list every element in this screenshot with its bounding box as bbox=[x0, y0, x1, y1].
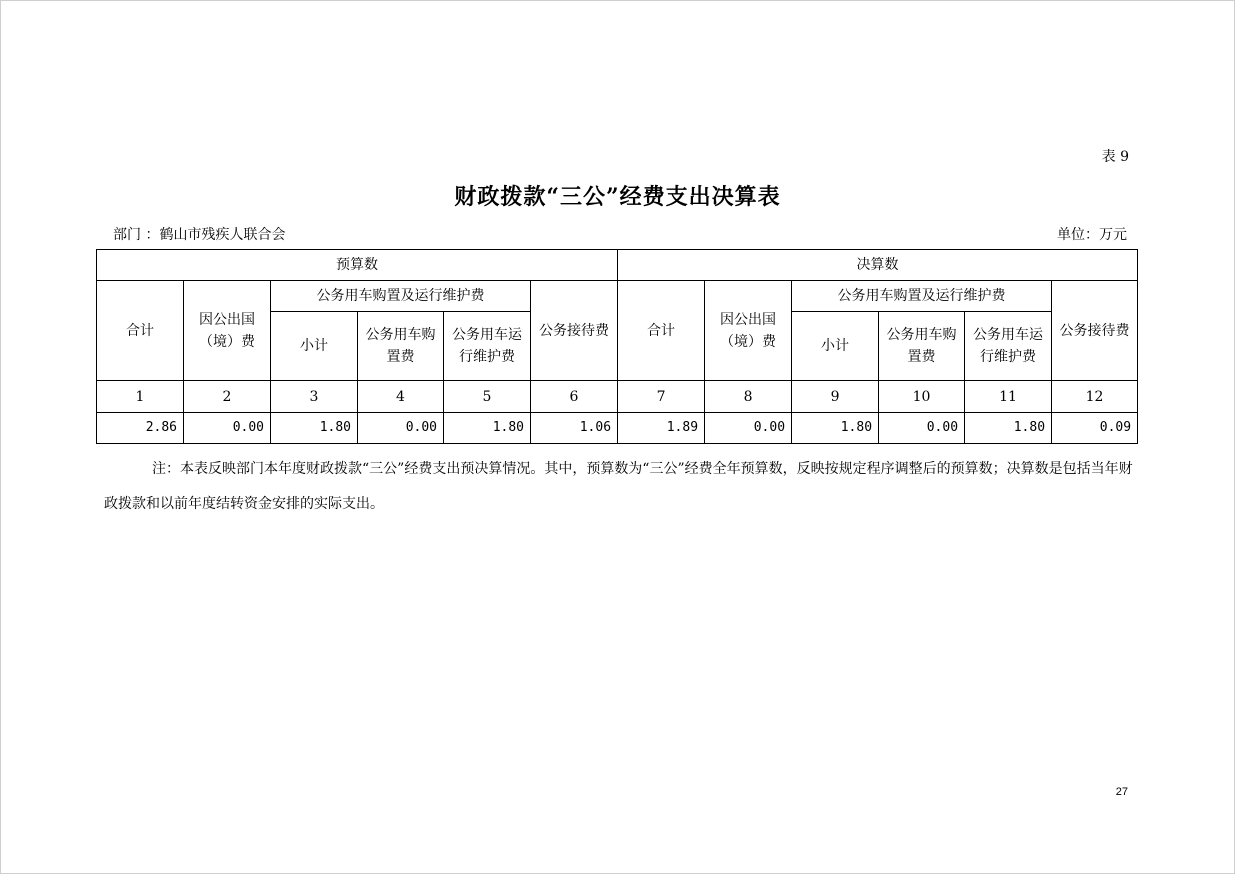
budget-purchase-header: 公务用车购置费 bbox=[358, 312, 444, 381]
index-cell: 2 bbox=[184, 381, 271, 413]
index-row bbox=[97, 381, 1138, 413]
expenditure-table bbox=[96, 249, 1138, 444]
value-cell: 0.00 bbox=[358, 413, 444, 444]
budget-subtotal-header: 小计 bbox=[271, 312, 358, 381]
index-cell: 1 bbox=[97, 381, 184, 413]
value-cell: 0.09 bbox=[1052, 413, 1138, 444]
unit-label: 单位：万元 bbox=[1057, 227, 1127, 243]
value-cell: 1.80 bbox=[792, 413, 879, 444]
final-vehicle-header: 公务用车购置及运行维护费 bbox=[792, 281, 1052, 312]
value-cell: 1.89 bbox=[618, 413, 705, 444]
value-cell: 1.80 bbox=[444, 413, 531, 444]
page-number: 27 bbox=[1115, 786, 1128, 798]
final-total-header: 合计 bbox=[618, 281, 705, 381]
group-header-row bbox=[97, 250, 1138, 281]
values-row bbox=[97, 413, 1138, 444]
index-cell: 6 bbox=[531, 381, 618, 413]
value-cell: 0.00 bbox=[184, 413, 271, 444]
department-label: 部门 ：鹤山市残疾人联合会 bbox=[113, 227, 286, 243]
value-cell: 0.00 bbox=[705, 413, 792, 444]
budget-reception-header: 公务接待费 bbox=[531, 281, 618, 381]
index-cell: 12 bbox=[1052, 381, 1138, 413]
index-cell: 8 bbox=[705, 381, 792, 413]
budget-vehicle-header: 公务用车购置及运行维护费 bbox=[271, 281, 531, 312]
value-cell: 1.06 bbox=[531, 413, 618, 444]
index-cell: 4 bbox=[358, 381, 444, 413]
value-cell: 0.00 bbox=[879, 413, 965, 444]
budget-total-header: 合计 bbox=[97, 281, 184, 381]
table-number: 表 9 bbox=[1101, 149, 1129, 165]
final-abroad-header: 因公出国（境）费 bbox=[705, 281, 792, 381]
index-cell: 3 bbox=[271, 381, 358, 413]
index-cell: 5 bbox=[444, 381, 531, 413]
final-operation-header: 公务用车运行维护费 bbox=[965, 312, 1052, 381]
index-cell: 11 bbox=[965, 381, 1052, 413]
value-cell: 2.86 bbox=[97, 413, 184, 444]
column-header-row bbox=[97, 281, 1138, 312]
value-cell: 1.80 bbox=[965, 413, 1052, 444]
index-cell: 7 bbox=[618, 381, 705, 413]
value-cell: 1.80 bbox=[271, 413, 358, 444]
index-cell: 10 bbox=[879, 381, 965, 413]
table-note: 注：本表反映部门本年度财政拨款“三公”经费支出预决算情况。其中，预算数为“三公”经费全年预算数，反映按规定程序调整后的预算数；决算数是包括当年财政拨款和以前年度结转资金安排的实际支出。 bbox=[104, 461, 1133, 512]
page-title: 财政拨款“三公”经费支出决算表 bbox=[454, 184, 781, 210]
index-cell: 9 bbox=[792, 381, 879, 413]
final-group-header: 决算数 bbox=[618, 250, 1138, 281]
budget-group-header: 预算数 bbox=[97, 250, 618, 281]
final-reception-header: 公务接待费 bbox=[1052, 281, 1138, 381]
final-purchase-header: 公务用车购置费 bbox=[879, 312, 965, 381]
final-subtotal-header: 小计 bbox=[792, 312, 879, 381]
budget-abroad-header: 因公出国（境）费 bbox=[184, 281, 271, 381]
budget-operation-header: 公务用车运行维护费 bbox=[444, 312, 531, 381]
